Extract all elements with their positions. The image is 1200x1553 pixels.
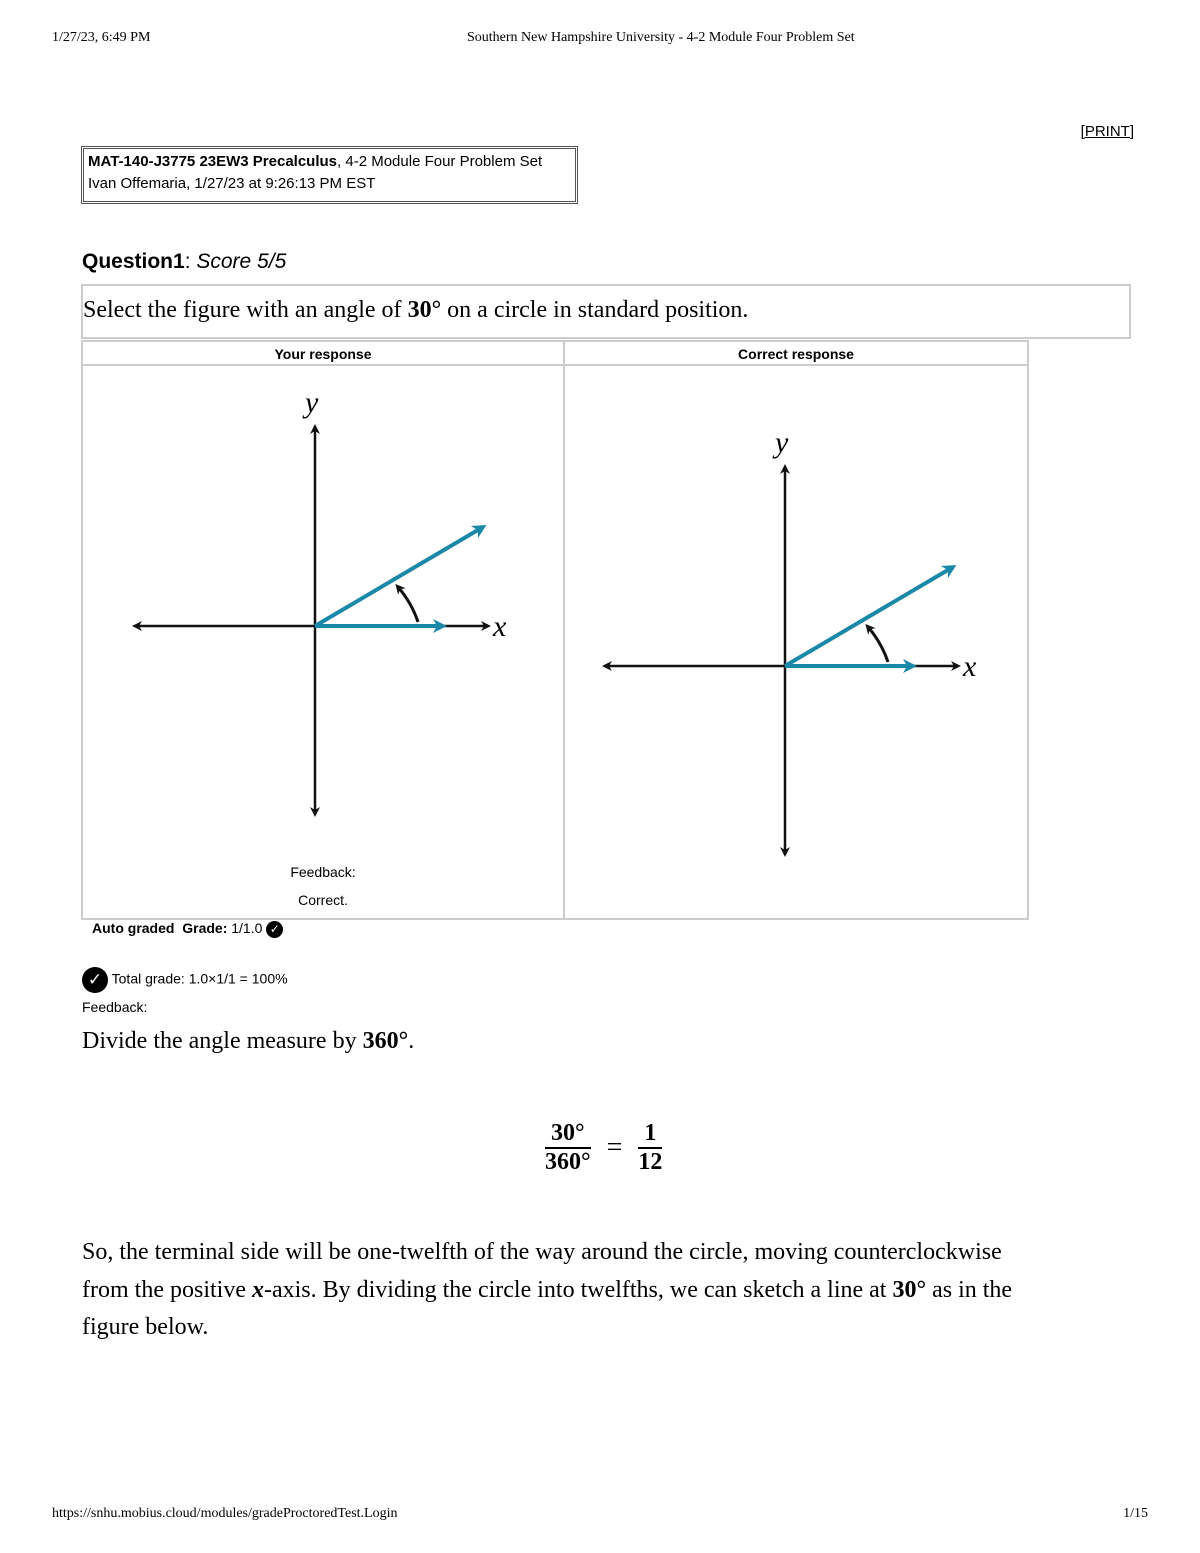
equals-sign: =	[606, 1132, 623, 1163]
explanation-paragraph	[82, 1234, 1142, 1347]
total-grade-text: Total grade: 1.0×1/1 = 100%	[111, 970, 288, 987]
grade-value: 1/1.0	[231, 920, 263, 936]
student-line: Ivan Offemaria, 1/27/23 at 9:26:13 PM EST	[88, 175, 376, 192]
course-name: MAT-140-J3775 23EW3 Precalculus	[88, 153, 338, 170]
auto-graded-label: Auto graded	[92, 920, 175, 936]
print-page-title: Southern New Hampshire University - 4-2 Module Four Problem Set	[467, 30, 855, 45]
assignment-name: , 4-2 Module Four Problem Set	[337, 153, 543, 170]
fraction-numerator: 30°	[551, 1120, 585, 1146]
grade-line	[92, 920, 283, 938]
question-score: Score 5/5	[196, 250, 287, 273]
divide-period: .	[408, 1028, 415, 1054]
question-label: Question1	[82, 250, 185, 273]
response-table	[81, 340, 1029, 920]
response-feedback-value: Correct.	[298, 892, 348, 908]
explanation-line-1: So, the terminal side will be one-twelfth of the way around the circle, moving counterclockwise	[82, 1239, 1002, 1265]
angle-arc	[398, 587, 418, 622]
explanation-text: from the positive	[82, 1276, 252, 1303]
x-variable: x	[251, 1276, 264, 1303]
divide-text: Divide the angle measure by	[82, 1028, 363, 1054]
angle-arc	[868, 627, 888, 662]
x-axis-label: x	[493, 610, 507, 643]
course-line	[88, 151, 571, 173]
feedback-label: Feedback:	[82, 999, 148, 1015]
x-axis-label: x	[963, 650, 977, 683]
print-datetime: 1/27/23, 6:49 PM	[52, 30, 151, 45]
response-feedback-label: Feedback:	[290, 864, 356, 880]
explanation-text: as in the	[926, 1276, 1013, 1303]
fraction-equation	[545, 1120, 662, 1176]
result-numerator: 1	[644, 1120, 657, 1146]
divide-instruction	[82, 1028, 414, 1055]
explanation-line-3: figure below.	[82, 1314, 209, 1340]
divide-math: 360°	[362, 1028, 409, 1054]
angle-math: 30°	[892, 1276, 927, 1303]
prompt-text: Select the figure with an angle of	[83, 297, 408, 323]
explanation-text: -axis. By dividing the circle into twelfths, we can sketch a line at	[263, 1276, 893, 1303]
grade-label: Grade:	[182, 920, 228, 936]
your-response-header: Your response	[83, 342, 563, 366]
your-response-figure	[113, 382, 543, 832]
explanation-line-2	[82, 1272, 1142, 1310]
prompt-text-end: on a circle in standard position.	[441, 297, 749, 323]
total-grade-line	[82, 967, 288, 993]
check-circle-icon: ✓	[82, 967, 108, 993]
result-denominator: 12	[638, 1149, 663, 1175]
correct-response-header: Correct response	[565, 342, 1027, 366]
fraction-right	[638, 1120, 662, 1176]
print-page-number: 1/15	[1123, 1506, 1148, 1521]
column-divider	[563, 342, 565, 918]
y-axis-label: y	[775, 426, 789, 459]
course-info-box	[81, 146, 578, 204]
fraction-left	[545, 1120, 591, 1176]
question-prompt	[81, 284, 1131, 339]
prompt-math: 30°	[407, 297, 442, 323]
check-icon: ✓	[266, 921, 283, 938]
question-title	[82, 250, 286, 274]
terminal-side	[315, 527, 483, 626]
y-axis-label: y	[305, 386, 319, 419]
question-sep: :	[184, 250, 197, 273]
print-url: https://snhu.mobius.cloud/modules/gradeProctoredTest.Login	[52, 1506, 398, 1521]
correct-response-figure	[583, 422, 1013, 872]
fraction-denominator: 360°	[545, 1149, 591, 1175]
terminal-side	[785, 567, 953, 666]
print-link[interactable]: [PRINT]	[1080, 123, 1134, 140]
